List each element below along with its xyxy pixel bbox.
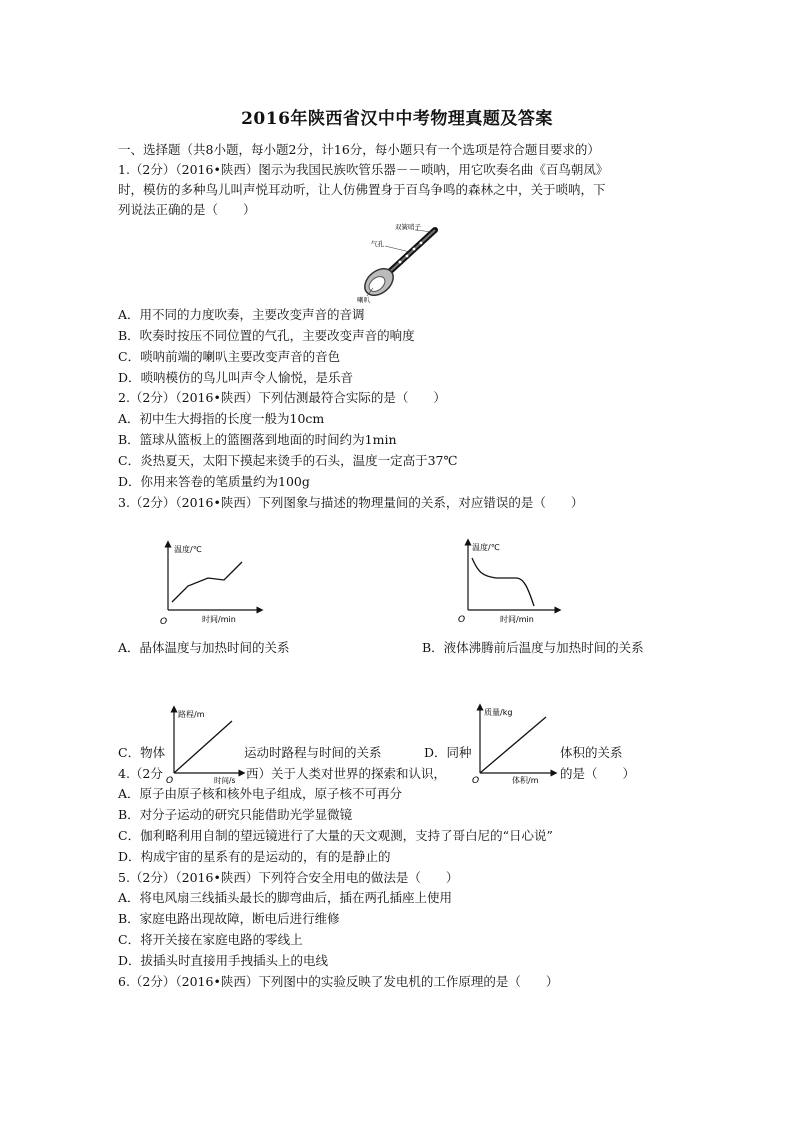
q3-caption-c-part1: C．物体 <box>118 745 166 760</box>
q5-option-a: A．将电风扇三线插头最长的脚弯曲后，插在两孔插座上使用 <box>118 890 453 905</box>
q1-stem-line-3: 列说法正确的是（ ） <box>118 202 256 217</box>
horn-label: 喇叭 <box>357 296 370 304</box>
graph-d-ylabel: 质量/kg <box>484 708 513 717</box>
q6-stem: 6.（2分）（2016•陕西）下列图中的实验反映了发电机的工作原理的是（ ） <box>118 974 559 989</box>
q1-option-c: C．唢呐前端的喇叭主要改变声音的音色 <box>118 349 341 364</box>
suona-figure <box>355 222 445 306</box>
q3-caption-c-part2: 运动时路程与时间的关系 <box>244 745 382 760</box>
hole-label: 气孔 <box>371 240 384 248</box>
q1-stem-line-2: 时，模仿的多种鸟儿叫声悦耳动听，让人仿佛置身于百鸟争鸣的森林之中，关于唢呐，下 <box>118 182 606 197</box>
q4-stem-part3: 的是（ ） <box>560 766 636 781</box>
graph-b-curve <box>472 558 534 606</box>
graph-c-ylabel: 路程/m <box>178 710 205 719</box>
q4-option-b: B．对分子运动的研究只能借助光学显微镜 <box>118 807 353 822</box>
q1-option-b: B．吹奏时按压不同位置的气孔，主要改变声音的响度 <box>118 328 415 343</box>
graph-c <box>166 705 246 785</box>
graph-a-ylabel: 温度/℃ <box>174 545 202 554</box>
graph-b <box>458 538 568 628</box>
graph-a-origin: O <box>160 617 168 627</box>
graph-b-origin: O <box>458 615 466 625</box>
graph-a-curve <box>172 562 242 602</box>
graph-a-xlabel: 时间/min <box>202 615 236 624</box>
q2-option-c: C．炎热夏天，太阳下摸起来烫手的石头，温度一定高于37℃ <box>118 453 458 468</box>
graph-d-xlabel: 体积/m <box>512 776 539 785</box>
section-heading: 一、选择题（共8小题，每小题2分，计16分，每小题只有一个选项是符合题目要求的） <box>118 142 600 157</box>
graph-d-origin: O <box>472 776 480 785</box>
page-title: 2016年陕西省汉中中考物理真题及答案 <box>241 109 553 129</box>
q4-option-c: C．伽利略利用自制的望远镜进行了大量的天文观测，支持了哥白尼的“日心说” <box>118 828 553 843</box>
q3-stem: 3.（2分）（2016•陕西）下列图象与描述的物理量间的关系，对应错误的是（ ） <box>118 495 584 510</box>
q2-option-b: B．篮球从篮板上的篮圈落到地面的时间约为1min <box>118 432 397 447</box>
q3-caption-b: B．液体沸腾前后温度与加热时间的关系 <box>422 640 644 655</box>
graph-b-ylabel: 温度/℃ <box>472 543 500 552</box>
q2-option-a: A．初中生大拇指的长度一般为10cm <box>118 411 325 426</box>
q5-stem: 5.（2分）（2016•陕西）下列符合安全用电的做法是（ ） <box>118 870 459 885</box>
q1-stem-line-1: 1.（2分）（2016•陕西）图示为我国民族吹管乐器－－唢呐，用它吹奏名曲《百鸟朝凤》 <box>118 162 609 177</box>
q3-caption-a: A．晶体温度与加热时间的关系 <box>118 640 290 655</box>
graph-d <box>470 703 560 785</box>
q4-option-a: A．原子由原子核和核外电子组成，原子核不可再分 <box>118 786 403 801</box>
q2-stem: 2.（2分）（2016•陕西）下列估测最符合实际的是（ ） <box>118 390 446 405</box>
reed-label: 双簧哨子 <box>395 223 421 231</box>
q4-option-d: D．构成宇宙的星系有的是运动的，有的是静止的 <box>118 849 391 864</box>
q4-stem-part1: 4.（2分 <box>118 766 163 781</box>
q1-option-a: A．用不同的力度吹奏，主要改变声音的音调 <box>118 307 365 322</box>
q3-caption-d-part2: 体积的关系 <box>560 745 623 760</box>
q3-caption-d-part1: D．同种 <box>424 745 472 760</box>
graph-c-xlabel: 时间/s <box>214 776 236 785</box>
q5-option-c: C．将开关接在家庭电路的零线上 <box>118 932 303 947</box>
q4-stem-part2: 西）关于人类对世界的探索和认识， <box>246 766 447 781</box>
q1-option-d: D．唢呐模仿的鸟儿叫声令人愉悦，是乐音 <box>118 370 354 385</box>
q5-option-b: B．家庭电路出现故障，断电后进行维修 <box>118 911 340 926</box>
q2-option-d: D．你用来答卷的笔质量约为100g <box>118 474 310 489</box>
graph-c-line <box>174 721 232 773</box>
graph-b-xlabel: 时间/min <box>500 615 534 624</box>
q5-option-d: D．拔插头时直接用手拽插头上的电线 <box>118 953 329 968</box>
graph-c-origin: O <box>166 776 174 785</box>
graph-a <box>160 540 270 630</box>
graph-d-line <box>480 717 546 773</box>
